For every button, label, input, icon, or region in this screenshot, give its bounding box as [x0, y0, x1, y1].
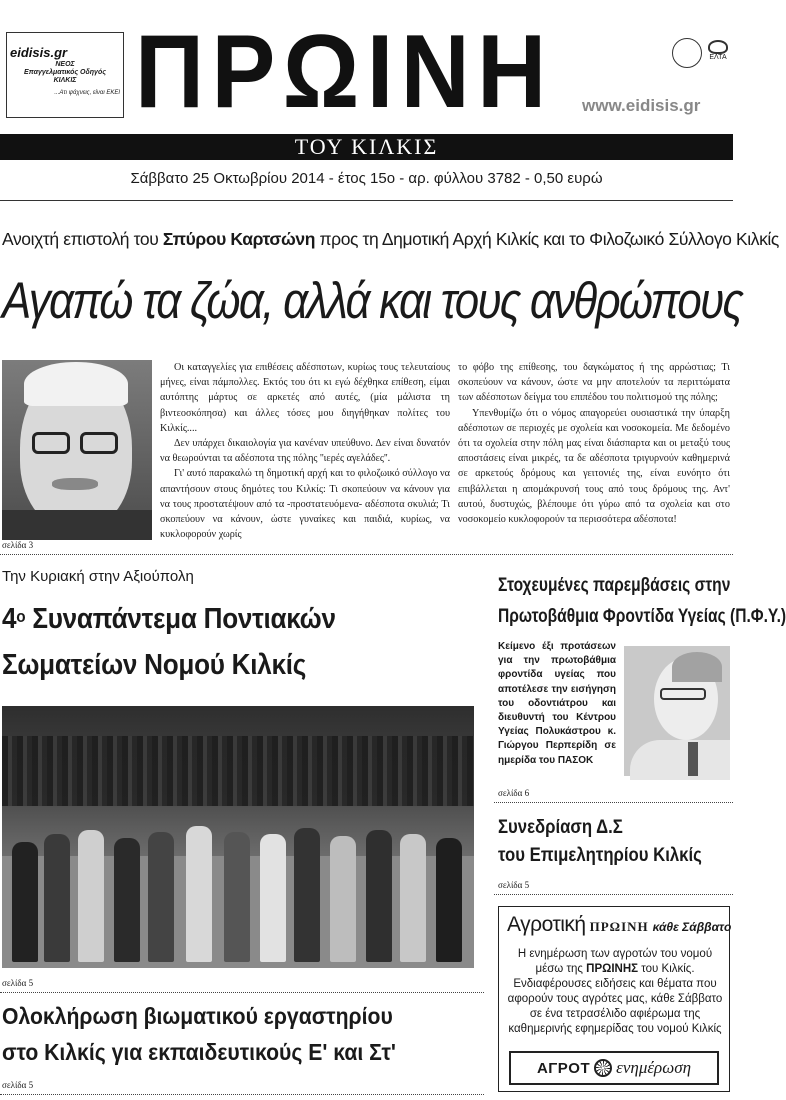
masthead-rule [0, 200, 733, 201]
lead-kicker-pre: Ανοιχτή επιστολή του [2, 229, 163, 249]
health-page-ref[interactable]: σελίδα 6 [498, 788, 530, 798]
section-divider [494, 894, 733, 895]
promo-text-brand: ΠΡΩΙΝΗΣ [586, 963, 639, 975]
health-headline-line2: Πρωτοβάθμια Φροντίδα Υγείας (Π.Φ.Υ.) [498, 606, 786, 627]
lead-body-column-1 [160, 360, 450, 542]
lead-page-ref[interactable]: σελίδα 3 [2, 540, 34, 550]
agro-promo-box[interactable] [498, 906, 730, 1092]
lead-kicker-post: προς τη Δημοτική Αρχή Κιλκίς και το Φιλοζωικό Σύλλογο Κιλκίς [315, 229, 779, 249]
chamber-headline-line1: Συνεδρίαση Δ.Σ [498, 817, 623, 838]
story2-headline-number: 4 [2, 603, 17, 635]
masthead-badges [672, 38, 732, 72]
lead-kicker [2, 228, 779, 250]
promo-text [507, 947, 723, 1037]
promo-title [507, 913, 732, 937]
issue-date-line: Σάββατο 25 Οκτωβρίου 2014 - έτος 15ο - αρ. φύλλου 3782 - 0,50 ευρώ [130, 170, 603, 187]
chamber-page-ref[interactable]: σελίδα 5 [498, 880, 530, 890]
story3-page-ref[interactable]: σελίδα 5 [2, 1080, 34, 1090]
elta-swirl-icon [708, 40, 728, 54]
health-headline[interactable] [498, 570, 786, 632]
speaker-photo [624, 646, 730, 776]
story2-headline[interactable] [2, 596, 434, 688]
lead-paragraph: Υπενθυμίζω ότι ο νόμος απαγορεύει ουσιαστικά την ύπαρξη αδέσποτων σε περιοχές με σχολεία και νοσοκομεία. Με δεδομένο ότι τα σχολεία στην πόλη μας είναι διάσπαρτα και οι μεταξύ τους αποστάσεις είναι μικρές, τα δε αδέσποτα τριγυρνούν καθημερινά σε αρκετούς δρόμους και γειτονιές της, είναι ευνόητο ότι επιβάλλεται η απομάκρυνσή τους από τους δρόμους της. Αντ' αυτού, δυστυχώς, βλέπουμε ότι γύρω από τα σχολεία και στο νοσοκομείο κυκλοφορούν τα περισσότερα αδέσποτα! [458, 407, 730, 526]
elta-label: ΕΛΤΑ [709, 54, 727, 61]
lead-kicker-author: Σπύρου Καρτσώνη [162, 229, 316, 249]
promo-title-day: κάθε Σάββατο [652, 920, 732, 934]
postal-stamp-icon [672, 38, 702, 68]
section-divider [494, 802, 733, 803]
section-divider [0, 554, 733, 555]
ad-line-new: ΝΕΟΣ [55, 60, 75, 68]
section-divider [0, 1094, 484, 1095]
agro-logo-subtext: ενημέρωση [616, 1058, 692, 1077]
story2-headline-line1: Συναπάντεμα Ποντιακών [25, 603, 336, 635]
eidisis-ad[interactable] [6, 32, 124, 118]
ad-line-guide: Επαγγελματικός Οδηγός [24, 68, 106, 76]
story3-headline-line1: Ολοκλήρωση βιωματικού εργαστηρίου [2, 1003, 393, 1029]
story2-headline-line2: Σωματείων Νομού Κιλκίς [2, 649, 307, 681]
sun-icon [594, 1059, 612, 1077]
newspaper-title: ΠΡΩΙΝΗ [135, 14, 554, 130]
promo-text-pre: Η ενημέρωση των αγροτών του νομού μέσω της [517, 948, 713, 975]
lead-paragraph: Οι καταγγελίες για επιθέσεις αδέσποτων, κυρίως τους τελευταίους μήνες, είναι πάμπολλες. Εκτός του ότι κι εγώ δέχθηκα επίθεση, είμαι αυτόπτης μάρτυς σε αρκετές από αυτές, (μία μάλιστα τη βιντεοσκόπησα) και άλλες τόσες μου διηγήθηκαν πολίτες του Κιλκίς.... [160, 362, 450, 434]
story3-headline[interactable] [2, 998, 444, 1070]
dance-event-photo [2, 706, 474, 968]
promo-title-agro: Αγροτική [507, 913, 586, 936]
elta-logo [705, 40, 731, 66]
health-headline-line1: Στοχευμένες παρεμβάσεις στην [498, 575, 731, 596]
newspaper-subtitle: ΤΟΥ ΚΙΛΚΙΣ [0, 134, 733, 160]
lead-body-column-2 [458, 360, 730, 527]
lead-paragraph: Γι' αυτό παρακαλώ τη δημοτική αρχή και το φιλοζωικό σύλλογο να απαντήσουν στους δημότες του Κιλκίς: Τι σκοπεύουν να κάνουν για να τους προστατέψουν από τα -προστατευόμενα- αδέσποτα σκυλιά; Τι σκοπεύουν να κάνουν, ώστε γυναίκες και παιδιά, κυρίως, να κυκλοφορούν χωρίς [160, 468, 450, 541]
section-divider [0, 992, 484, 993]
ad-line-city: ΚΙΛΚΙΣ [53, 77, 77, 85]
chamber-headline-line2: του Επιμελητηρίου Κιλκίς [498, 845, 702, 866]
health-summary: Κείμενο έξι προτάσεων για την πρωτοβάθμια φροντίδα υγείας που αποτέλεσε την εισήγηση του οδοντιάτρου και διευθυντή του Κέντρου Υγείας Πολυκάστρου κ. Γιώργου Περπερίδη σε ημερίδα του ΠΑΣΟΚ [498, 641, 616, 766]
promo-text-post: του Κιλκίς. Ενδιαφέρουσες ειδήσεις και θέματα που αφορούν τους αγρότες μας, κάθε Σάββατο σε ένα τετρασέλιδο αφιέρωμα της καθημερινής εφημερίδας του νομού Κιλκίς [507, 963, 723, 1035]
story3-headline-line2: στο Κιλκίς για εκπαιδευτικούς Ε' και Στ' [2, 1039, 396, 1065]
agro-logo [509, 1051, 719, 1085]
lead-paragraph: Δεν υπάρχει δικαιολογία για κανέναν υπεύθυνο. Δεν είναι δυνατόν να θεωρούνται τα αδέσποτα της πόλης ''ιερές αγελάδες''. [160, 438, 450, 465]
lead-headline[interactable]: Αγαπώ τα ζώα, αλλά και τους ανθρώπους [2, 272, 743, 329]
story2-headline-ordinal: ο [16, 607, 26, 626]
author-photo [2, 360, 152, 530]
ad-site-name: eidisis.gr [10, 45, 68, 60]
promo-title-proini: ΠΡΩΙΝΗ [589, 919, 649, 934]
story2-kicker: Την Κυριακή στην Αξιούπολη [2, 568, 194, 585]
ad-tagline: ...Ατι ψάχνεις, είναι ΕΚΕΙ [54, 89, 120, 96]
site-url[interactable]: www.eidisis.gr [582, 96, 701, 115]
chamber-headline[interactable] [498, 814, 702, 870]
agro-logo-text: ΑΓΡΟΤ [536, 1059, 591, 1077]
lead-paragraph: το φόβο της επίθεσης, του δαγκώματος ή της αρρώστιας; Τι σκοπεύουν να κάνουν, ώστε να μην αποτελούν τα περιττώματα των αδέσποτων δείγμα του επιπέδου του πολιτισμού της πόλης; [458, 362, 730, 404]
story2-page-ref[interactable]: σελίδα 5 [2, 978, 34, 988]
